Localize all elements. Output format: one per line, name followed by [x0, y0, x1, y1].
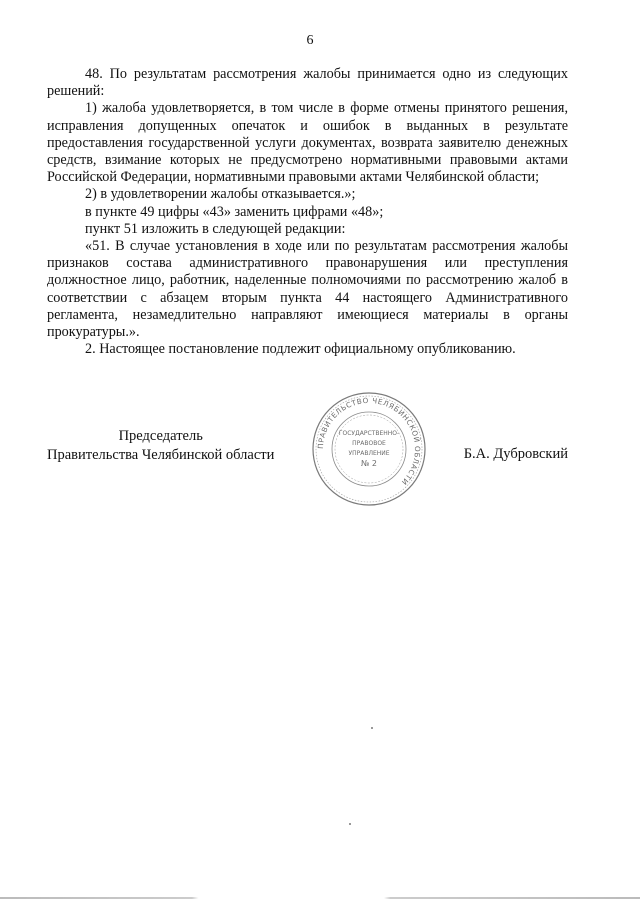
- paragraph-publication: 2. Настоящее постановление подлежит официальному опубликованию.: [85, 341, 516, 358]
- paragraph-amend-49: в пункте 49 цифры «43» заменить цифрами «48»;: [85, 203, 384, 220]
- page-number: 6: [306, 33, 314, 48]
- signatory-title-line1: Председатель: [118, 428, 203, 444]
- signature-block: [47, 395, 568, 547]
- seal-inner-line3: УПРАВЛЕНИЕ: [348, 450, 390, 457]
- scan-speck: [349, 823, 351, 825]
- paragraph-amend-51: пункт 51 изложить в следующей редакции:: [85, 220, 346, 237]
- document-body: [47, 66, 568, 358]
- official-seal: [310, 390, 428, 508]
- paragraph-48: 48. По результатам рассмотрения жалобы принимается одно из следующих решений:: [47, 66, 568, 100]
- signatory-title: [47, 427, 274, 464]
- paragraph-48-item-1: 1) жалоба удовлетворяется, в том числе в форме отмены принятого решения, исправления допущенных опечаток и ошибок в выданных в результате предоставления государственной услуги документах, возврата заявителю денежных средств, взимание которых не предусмотрено нормативными правовыми актами Российской Федерации, нормативными правовыми актами Челябинской области;: [47, 100, 568, 186]
- scan-edge-line: [0, 897, 640, 899]
- scan-speck: [371, 727, 373, 729]
- seal-inner-line2: ПРАВОВОЕ: [352, 440, 386, 447]
- seal-inner-line4: № 2: [361, 459, 377, 468]
- paragraph-51-text: «51. В случае установления в ходе или по результатам рассмотрения жалобы признаков состава административного правонарушения или преступления должностное лицо, работник, наделенные полномочиями по рассмотрению жалоб в соответствии с абзацем вторым пункта 44 настоящего Административного регламента, незамедлительно направляют имеющиеся материалы в органы прокуратуры.».: [47, 238, 568, 341]
- signatory-name: Б.А. Дубровский: [463, 446, 568, 462]
- signatory-title-line2: Правительства Челябинской области: [47, 446, 275, 463]
- seal-inner-line1: ГОСУДАРСТВЕННО-: [338, 430, 400, 437]
- paragraph-48-item-2: 2) в удовлетворении жалобы отказывается.»;: [85, 186, 356, 203]
- seal-graphic: [310, 390, 428, 508]
- seal-outer-text: ПРАВИТЕЛЬСТВО ЧЕЛЯБИНСКОЙ ОБЛАСТИ: [315, 395, 423, 487]
